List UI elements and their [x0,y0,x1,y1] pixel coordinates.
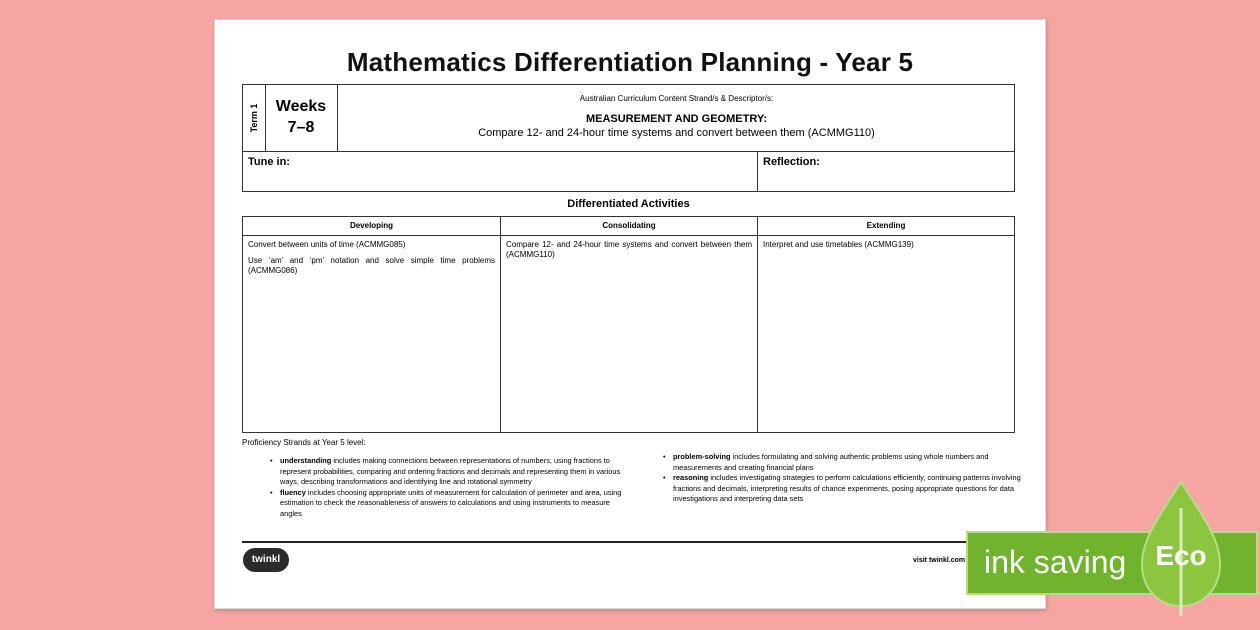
column-heading: Extending [758,217,1014,236]
proficiency-list-right [661,452,1033,505]
weeks-label: Weeks [275,98,327,115]
weeks-range: 7–8 [287,119,315,136]
worksheet-page [214,19,1046,609]
column-developing [243,217,501,432]
column-content[interactable] [758,236,1014,260]
strand-cell [339,85,1014,151]
strand-name: MEASUREMENT AND GEOMETRY: [585,113,768,125]
strand-descriptor: Compare 12- and 24-hour time systems and convert between them (ACMMG110) [478,127,875,139]
weeks-cell [265,85,338,151]
strand-text: includes making connections between representations of numbers, using fractions to represent probabilities, comparing and ordering fractions and decimals and representing them in various ways, describing transformations and identifying line and rotational symmetry [280,456,621,486]
proficiency-list-left [268,456,625,519]
strand-term: understanding [280,456,332,465]
tune-in-box[interactable] [242,151,758,192]
strand-term: fluency [280,487,306,497]
eco-leaf-icon [1138,478,1224,618]
strand-term: reasoning [673,473,709,482]
column-content[interactable] [501,236,757,270]
term-cell [243,85,266,151]
activity-item: Compare 12- and 24-hour time systems and convert between them (ACMMG110) [506,240,752,259]
twinkl-logo: twinkl [243,548,289,572]
strand-term: problem-solving [673,452,731,461]
visit-link[interactable]: visit twinkl.com [913,557,966,564]
strand-text: includes investigating strategies to perform calculations efficiently, continuing patterns involving fractions and decimals, interpreting results of chance experiments, posing appropriate questions for data investigations and interpreting data sets [673,473,1021,503]
eco-label: Eco [1155,540,1207,571]
activity-item: Interpret and use timetables (ACMMG139) [763,240,914,249]
activity-item: Use ‘am’ and ‘pm’ notation and solve simple time problems (ACMMG086) [248,256,495,275]
column-content[interactable] [243,236,500,286]
column-heading: Developing [243,217,500,236]
tune-in-label: Tune in: [248,156,290,168]
footer-divider [242,541,1015,543]
activity-item: Convert between units of time (ACMMG085) [248,240,406,249]
ink-saving-label: ink saving [984,544,1127,580]
header-table [242,84,1015,152]
list-item [673,452,1033,473]
column-heading: Consolidating [501,217,757,236]
activities-table [242,216,1015,433]
page-title: Mathematics Differentiation Planning - Year 5 [346,47,914,77]
strand-text: includes formulating and solving authentic problems using whole numbers and measurements and creating financial plans [673,452,989,472]
column-consolidating [501,217,758,432]
differentiated-activities-title: Differentiated Activities [567,198,690,210]
list-item [280,456,625,488]
column-extending [758,217,1014,432]
term-label: Term 1 [249,103,259,133]
list-item [280,488,625,520]
reflection-label: Reflection: [763,156,820,168]
strand-label: Australian Curriculum Content Strand/s & Descriptor/s: [579,94,774,103]
reflection-box[interactable] [757,151,1015,192]
proficiency-title: Proficiency Strands at Year 5 level: [242,438,366,447]
list-item [673,473,1033,505]
strand-text: includes choosing appropriate units of measurement for calculation of perimeter and area, using estimation to check the reasonableness of answers to calculations and using instruments to measure angles [280,487,622,518]
